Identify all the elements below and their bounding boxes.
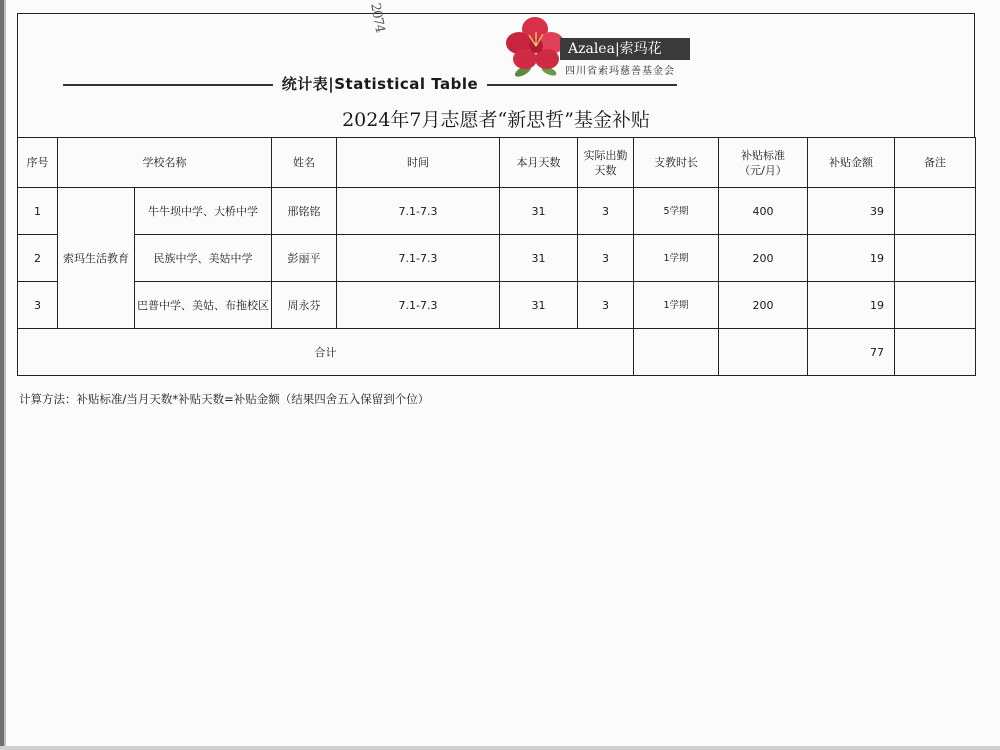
attend-label-line2: 天数	[594, 163, 617, 177]
cell-duration: 5学期	[634, 188, 719, 235]
cell-amount: 39	[808, 188, 895, 235]
col-header-amount: 补贴金额	[808, 138, 895, 188]
total-duration-empty	[634, 329, 719, 376]
col-header-attend-days	[578, 138, 634, 188]
cell-time: 7.1-7.3	[337, 235, 500, 282]
cell-amount: 19	[808, 235, 895, 282]
cell-name: 彭丽平	[272, 235, 337, 282]
cell-time: 7.1-7.3	[337, 282, 500, 329]
col-header-remark: 备注	[895, 138, 976, 188]
total-standard-empty	[719, 329, 808, 376]
cell-duration: 1学期	[634, 235, 719, 282]
col-header-seq: 序号	[18, 138, 58, 188]
cell-name: 周永芬	[272, 282, 337, 329]
cell-duration: 1学期	[634, 282, 719, 329]
cell-remark	[895, 235, 976, 282]
total-remark-empty	[895, 329, 976, 376]
cell-standard: 400	[719, 188, 808, 235]
subsidy-table	[17, 137, 976, 376]
total-amount: 77	[808, 329, 895, 376]
cell-amount: 19	[808, 282, 895, 329]
cell-time: 7.1-7.3	[337, 188, 500, 235]
logo-brand: Azalea|索玛花	[560, 38, 690, 60]
total-row	[18, 329, 976, 376]
col-header-duration: 支教时长	[634, 138, 719, 188]
azalea-flower-icon	[505, 15, 567, 79]
cell-month-days: 31	[500, 282, 578, 329]
azalea-logo	[505, 15, 695, 80]
cell-name: 邢铭铭	[272, 188, 337, 235]
cell-seq: 2	[18, 235, 58, 282]
scan-bottom-edge	[0, 746, 1000, 750]
cell-standard: 200	[719, 282, 808, 329]
table-row	[18, 188, 976, 235]
cell-school: 巴普中学、美姑、布拖校区	[135, 282, 272, 329]
cell-attend-days: 3	[578, 235, 634, 282]
cell-month-days: 31	[500, 235, 578, 282]
col-header-month-days: 本月天数	[500, 138, 578, 188]
statistical-table-label: 统计表|Statistical Table	[281, 75, 479, 93]
cell-remark	[895, 188, 976, 235]
divider-left	[63, 84, 273, 86]
logo-org-name: 四川省索玛慈善基金会	[565, 66, 675, 77]
attend-label-line1: 实际出勤	[583, 148, 628, 162]
handwritten-mark: 2074	[367, 2, 388, 34]
cell-attend-days: 3	[578, 282, 634, 329]
table-row	[18, 235, 976, 282]
col-header-school: 学校名称	[58, 138, 272, 188]
cell-school: 民族中学、美姑中学	[135, 235, 272, 282]
cell-group: 索玛生活教育	[58, 188, 135, 329]
cell-standard: 200	[719, 235, 808, 282]
page-title: 2024年7月志愿者“新思哲”基金补贴	[342, 109, 650, 131]
cell-attend-days: 3	[578, 188, 634, 235]
standard-label-line2: （元/月）	[739, 163, 787, 177]
table-row	[18, 282, 976, 329]
cell-seq: 1	[18, 188, 58, 235]
col-header-time: 时间	[337, 138, 500, 188]
cell-seq: 3	[18, 282, 58, 329]
cell-month-days: 31	[500, 188, 578, 235]
col-header-name: 姓名	[272, 138, 337, 188]
calculation-note: 计算方法：补贴标准/当月天数*补贴天数=补贴金额（结果四舍五入保留到个位）	[19, 392, 430, 406]
standard-label-line1: 补贴标准	[741, 148, 785, 162]
col-header-standard	[719, 138, 808, 188]
cell-school: 牛牛坝中学、大桥中学	[135, 188, 272, 235]
cell-remark	[895, 282, 976, 329]
table-header-row	[18, 138, 976, 188]
total-label: 合计	[18, 329, 634, 376]
divider-right	[487, 84, 677, 86]
scan-edge-shadow	[4, 0, 6, 750]
